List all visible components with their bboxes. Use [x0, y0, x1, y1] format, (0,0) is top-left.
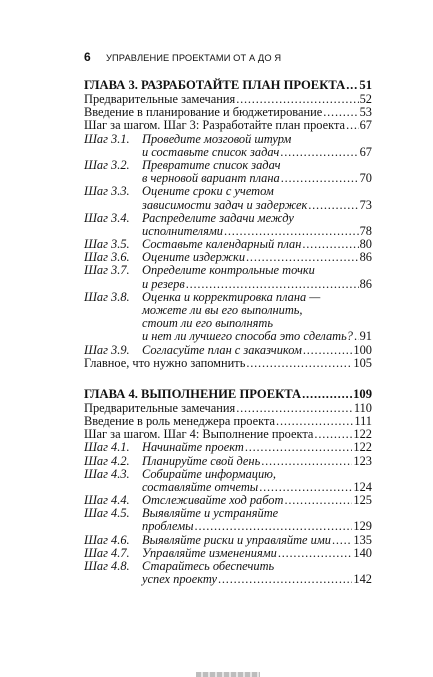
entry-title: Оценка и корректировка плана —	[142, 289, 321, 304]
entry-title: Составьте календарный план	[142, 237, 302, 252]
dot-leader	[302, 238, 358, 251]
dot-leader	[261, 455, 352, 468]
entry-title: ГЛАВА 3. РАЗРАБОТАЙТЕ ПЛАН ПРОЕКТА	[84, 78, 346, 92]
toc-entry	[84, 212, 372, 225]
toc-entry	[84, 159, 372, 172]
entry-title: Определите контрольные точки	[142, 263, 315, 278]
toc-entry	[84, 185, 372, 198]
page-ref: 67	[359, 144, 372, 159]
dot-leader	[303, 344, 353, 357]
step-number: Шаг 4.7.	[84, 545, 130, 560]
entry-title: Оцените сроки с учетом	[142, 184, 274, 199]
toc-entry	[84, 547, 372, 560]
dot-leader	[236, 402, 353, 415]
page-ref: 110	[353, 400, 372, 415]
running-title: УПРАВЛЕНИЕ ПРОЕКТАМИ ОТ А ДО Я	[106, 53, 282, 63]
entry-title: успех проекту	[142, 572, 217, 587]
page-ref: 122	[353, 440, 372, 455]
entry-title: Введение в роль менеджера проекта	[84, 413, 276, 428]
page-ref: 105	[353, 355, 372, 370]
page-ref: 70	[359, 171, 372, 186]
toc-entry	[84, 520, 372, 533]
page-ref: 52	[359, 92, 372, 106]
toc-entry	[84, 428, 372, 441]
step-number: Шаг 4.8.	[84, 559, 130, 573]
dot-leader	[332, 534, 352, 547]
page-ref: 109	[353, 386, 372, 401]
entry-title: Собирайте информацию,	[142, 466, 277, 481]
page-ref: 100	[353, 342, 372, 357]
dot-leader	[281, 172, 359, 185]
page-ref: 111	[354, 413, 372, 428]
entry-title: Начинайте проект	[142, 440, 244, 455]
entry-title: Распределите задачи между	[142, 210, 294, 225]
dot-leader	[218, 573, 352, 586]
entry-title: Шаг за шагом. Шаг 3: Разработайте план проекта	[84, 118, 346, 133]
dot-leader	[246, 357, 352, 370]
toc-entry	[84, 238, 372, 251]
step-number: Шаг 4.3.	[84, 466, 130, 481]
dot-leader	[284, 494, 352, 507]
entry-title: Предварительные замечания	[84, 400, 236, 415]
toc-entry	[84, 106, 372, 119]
entry-title: Старайтесь обеспечить	[142, 559, 275, 573]
toc-entry	[84, 560, 372, 573]
entry-title: Оцените издержки	[142, 250, 246, 265]
toc-entry	[84, 507, 372, 520]
toc-entry	[84, 357, 372, 370]
step-number: Шаг 4.2.	[84, 453, 130, 468]
page-ref: 123	[353, 453, 372, 468]
toc-entry	[84, 119, 372, 132]
toc-entry	[84, 494, 372, 507]
entry-title: Отслеживайте ход работ	[142, 493, 284, 508]
toc-entry	[84, 468, 372, 481]
toc-entry	[84, 251, 372, 264]
dot-leader	[314, 428, 352, 441]
toc-entry	[84, 146, 372, 159]
dot-leader	[259, 481, 352, 494]
entry-title: ГЛАВА 4. ВЫПОЛНЕНИЕ ПРОЕКТА	[84, 386, 302, 401]
scan-artifact	[196, 672, 260, 677]
chapter-heading	[84, 79, 372, 92]
entry-title: и нет ли лучшего способа это сделать?	[142, 329, 353, 344]
dot-leader	[186, 278, 359, 291]
step-number: Шаг 3.6.	[84, 250, 130, 265]
toc-entry	[84, 264, 372, 277]
entry-title: проблемы	[142, 519, 194, 534]
dot-leader	[195, 520, 353, 533]
entry-title: Выявляйте риски и управляйте ими	[142, 532, 331, 547]
step-number: Шаг 3.1.	[84, 131, 130, 146]
step-number: Шаг 3.5.	[84, 237, 130, 252]
entry-title: Шаг за шагом. Шаг 4: Выполнение проекта	[84, 427, 314, 442]
toc-entry	[84, 344, 372, 357]
entry-title: и резерв	[142, 276, 185, 291]
page-ref: 91	[359, 329, 372, 344]
page-ref: 129	[353, 519, 372, 534]
entry-title: зависимости задач и задержек	[142, 197, 308, 212]
toc-entry	[84, 330, 372, 343]
page-ref: 140	[353, 545, 372, 560]
toc-entry	[84, 199, 372, 212]
entry-title: Превратите список задач	[142, 157, 281, 172]
dot-leader	[246, 251, 359, 264]
page-header	[84, 50, 384, 66]
dot-leader	[354, 330, 359, 343]
step-number: Шаг 4.4.	[84, 493, 130, 508]
page-ref: 78	[359, 223, 372, 238]
step-number: Шаг 3.4.	[84, 210, 130, 225]
dot-leader	[224, 225, 359, 238]
toc-entry	[84, 278, 372, 291]
toc-entry	[84, 481, 372, 494]
toc-entry	[84, 534, 372, 547]
dot-leader	[323, 106, 358, 119]
entry-title: Введение в планирование и бюджетирование	[84, 105, 323, 120]
entry-title: исполнителями	[142, 223, 223, 238]
toc-entry	[84, 402, 372, 415]
entry-title: Согласуйте план с заказчиком	[142, 342, 302, 357]
toc-entry	[84, 455, 372, 468]
entry-title: можете ли вы его выполнить,	[142, 303, 303, 317]
page-ref: 125	[353, 493, 372, 508]
toc-entry	[84, 172, 372, 185]
dot-leader	[280, 146, 358, 159]
entry-title: Планируйте свой день	[142, 453, 261, 468]
dot-leader	[308, 199, 358, 212]
entry-title: Предварительные замечания	[84, 92, 236, 106]
dot-leader	[236, 93, 358, 106]
page-ref: 86	[359, 276, 372, 291]
step-number: Шаг 3.8.	[84, 289, 130, 304]
step-number: Шаг 3.3.	[84, 184, 130, 199]
dot-leader	[245, 441, 353, 454]
entry-title: Выявляйте и устраняйте	[142, 506, 279, 521]
entry-title: составляйте отчеты	[142, 479, 259, 494]
page-ref: 67	[359, 118, 372, 133]
toc-entry	[84, 225, 372, 238]
page-ref: 142	[353, 572, 372, 587]
toc-entry	[84, 573, 372, 586]
page-ref: 51	[359, 78, 372, 92]
dot-leader	[346, 79, 358, 92]
step-number: Шаг 3.9.	[84, 342, 130, 357]
page-ref: 86	[359, 250, 372, 265]
page-ref: 122	[353, 427, 372, 442]
page-ref: 135	[353, 532, 372, 547]
chapter-heading	[84, 388, 372, 401]
step-number: Шаг 4.6.	[84, 532, 130, 547]
toc-entry	[84, 304, 372, 317]
page-ref: 80	[359, 237, 372, 252]
toc-entry	[84, 317, 372, 330]
dot-leader	[278, 547, 353, 560]
dot-leader	[302, 388, 352, 401]
toc-entry	[84, 291, 372, 304]
step-number: Шаг 3.7.	[84, 263, 130, 278]
entry-title: стоит ли его выполнять	[142, 316, 273, 331]
toc-entry	[84, 441, 372, 454]
entry-title: Главное, что нужно запомнить	[84, 355, 246, 370]
page-number: 6	[84, 50, 91, 64]
step-number: Шаг 4.5.	[84, 506, 130, 521]
toc-entry	[84, 93, 372, 106]
toc-entry	[84, 415, 372, 428]
toc-entry	[84, 133, 372, 146]
entry-title: Управляйте изменениями	[142, 545, 277, 560]
entry-title: в черновой вариант плана	[142, 171, 280, 186]
dot-leader	[346, 119, 359, 132]
dot-leader	[276, 415, 353, 428]
step-number: Шаг 4.1.	[84, 440, 130, 455]
entry-title: Проведите мозговой штурм	[142, 131, 292, 146]
page-ref: 53	[359, 105, 372, 120]
page-ref: 73	[359, 197, 372, 212]
page-ref: 124	[353, 479, 372, 494]
entry-title: и составьте список задач	[142, 144, 280, 159]
table-of-contents	[84, 79, 372, 586]
step-number: Шаг 3.2.	[84, 157, 130, 172]
